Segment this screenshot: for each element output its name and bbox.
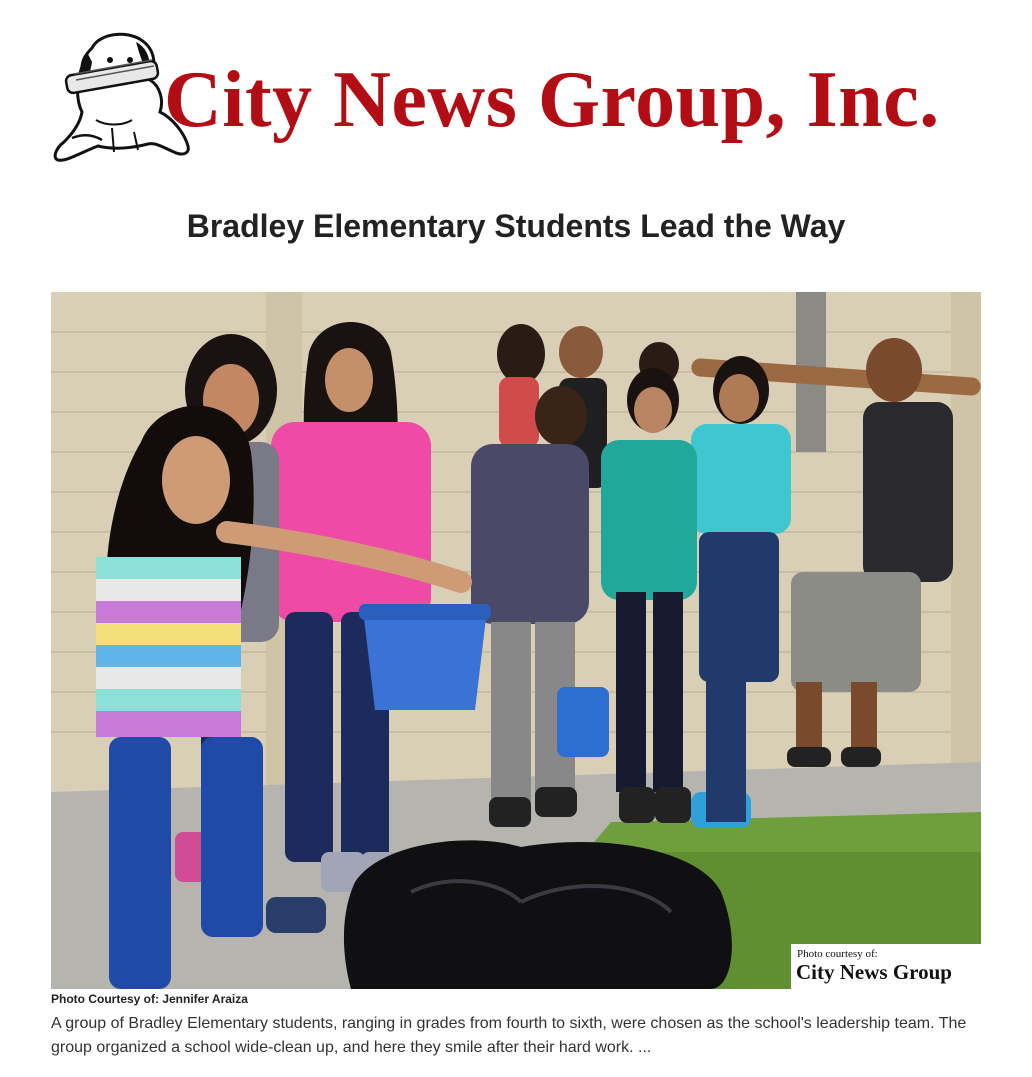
photo-watermark xyxy=(791,944,981,989)
article-photo xyxy=(51,292,981,989)
watermark-line2: City News Group xyxy=(796,960,952,984)
watermark-line1: Photo courtesy of: xyxy=(797,948,878,960)
article-headline[interactable]: Bradley Elementary Students Lead the Way xyxy=(186,208,846,244)
masthead-logo[interactable] xyxy=(52,28,982,176)
logo-wordmark: City News Group, Inc. xyxy=(164,56,940,144)
photo-credit: Photo Courtesy of: Jennifer Araiza xyxy=(51,992,248,1006)
students-photo-illustration xyxy=(51,292,981,989)
article-caption: A group of Bradley Elementary students, ranging in grades from fourth to sixth, were chosen as the school's leadership team. The group organized a school wide-clean up, and here they smile after their hard work. ... xyxy=(51,1015,967,1056)
